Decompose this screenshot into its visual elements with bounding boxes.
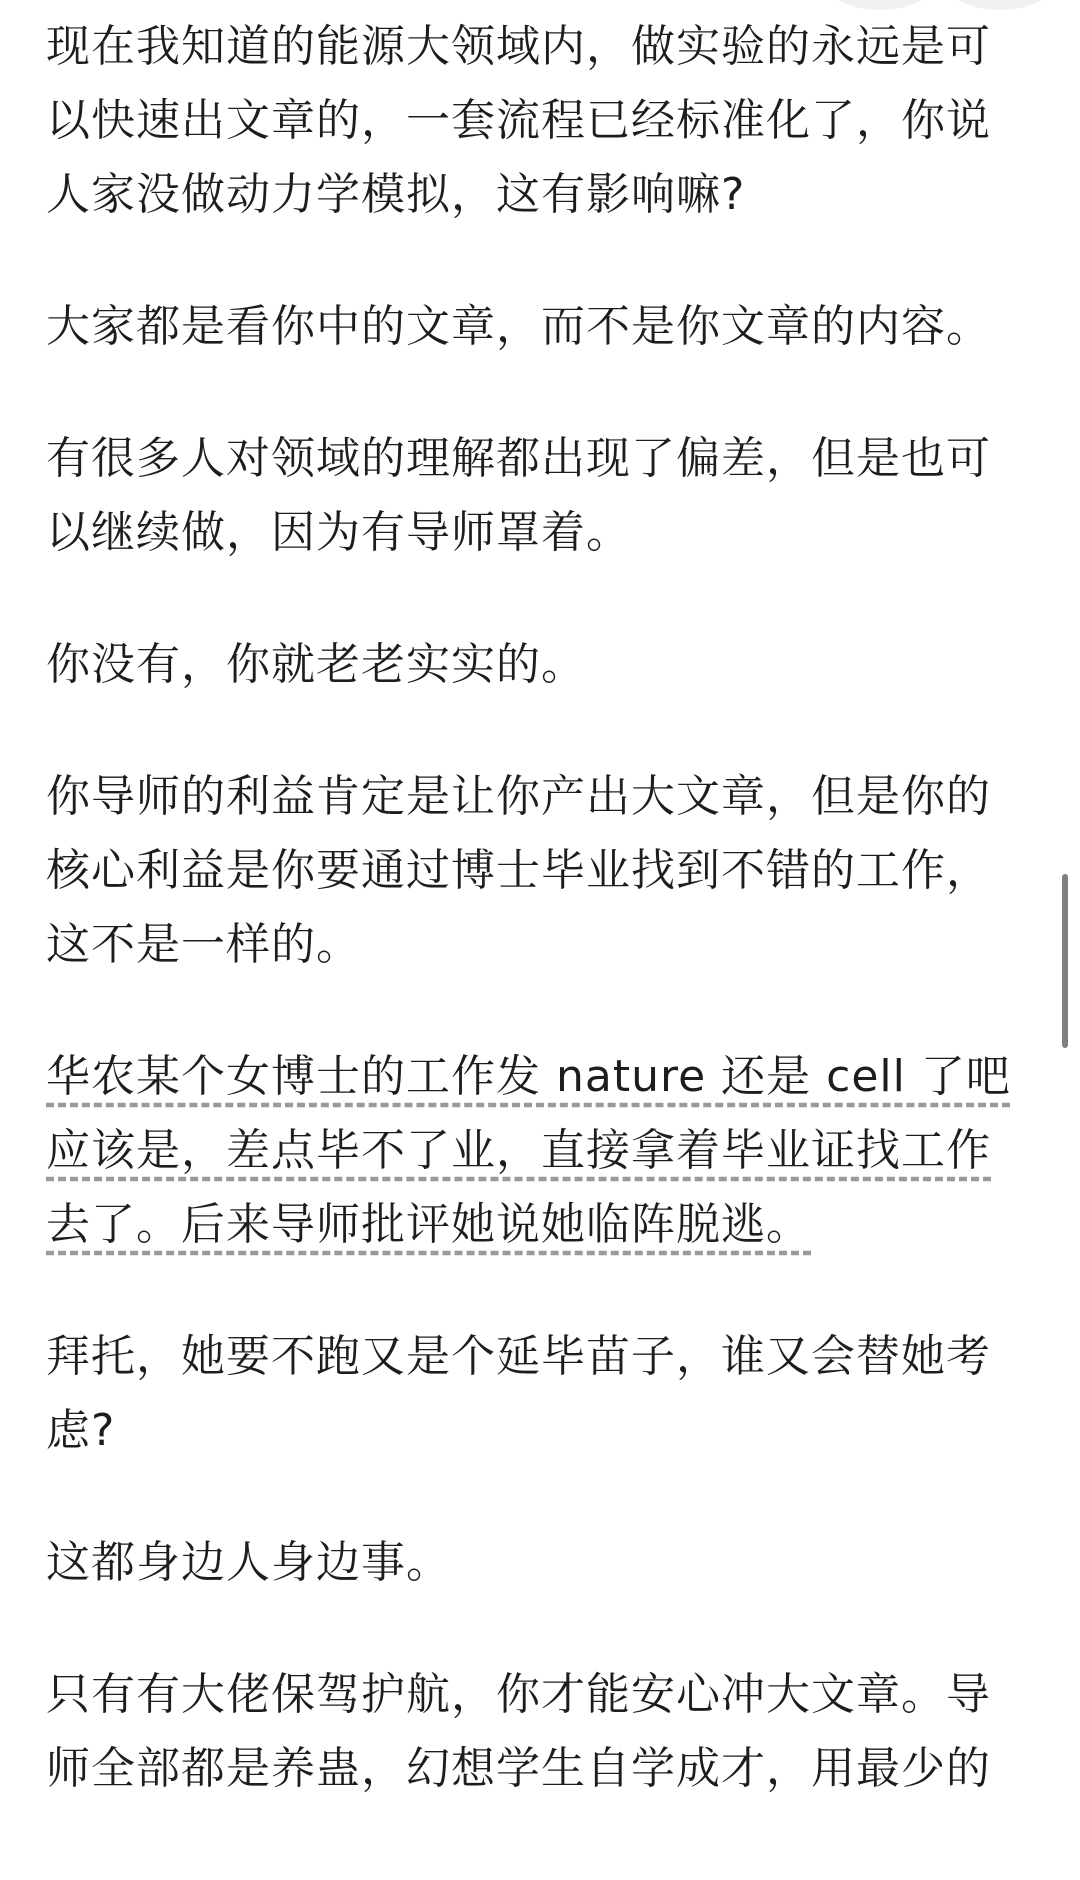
underlined-paragraph-link[interactable]: 华农某个女博士的工作发 nature 还是 cell 了吧应该是，差点毕不了业，直接拿着毕业证找工作去了。后来导师批评她说她临阵脱逃。 [46,1051,1011,1250]
article-body [46,10,1026,1864]
paragraph: 你没有，你就老老实实的。 [46,639,586,690]
top-circle-button[interactable] [820,0,940,10]
paragraph: 现在我知道的能源大领域内，做实验的永远是可以快速出文章的，一套流程已经标准化了，你说人家没做动力学模拟，这有影响嘛? [46,21,991,220]
paragraph: 拜托，她要不跑又是个延毕苗子，谁又会替她考虑? [46,1331,991,1456]
paragraph: 你导师的利益肯定是让你产出大文章，但是你的核心利益是你要通过博士毕业找到不错的工作，这不是一样的。 [46,771,991,970]
paragraph: 有很多人对领域的理解都出现了偏差，但是也可以继续做，因为有导师罩着。 [46,433,991,558]
paragraph: 这都身边人身边事。 [46,1537,451,1588]
top-circle-button[interactable] [940,0,1060,10]
paragraph: 大家都是看你中的文章，而不是你文章的内容。 [46,301,991,352]
scrollbar-thumb[interactable] [1062,874,1068,1048]
paragraph: 只有有大佬保驾护航，你才能安心冲大文章。导师全部都是养蛊，幻想学生自学成才，用最少的 [46,1669,991,1794]
